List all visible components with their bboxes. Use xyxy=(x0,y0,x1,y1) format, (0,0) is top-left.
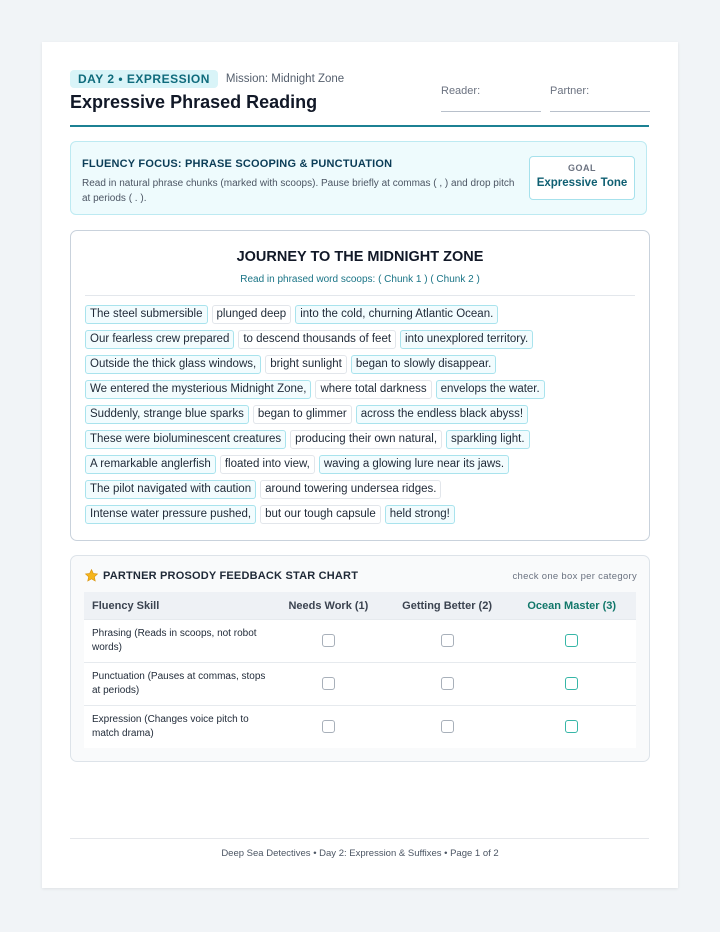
goal-card xyxy=(529,156,635,200)
rating-cell xyxy=(270,620,387,663)
phrase-chunk: We entered the mysterious Midnight Zone, xyxy=(85,380,311,399)
story-line xyxy=(85,305,549,324)
rating-cell xyxy=(270,706,387,749)
skill-label: Expression (Changes voice pitch to match drama) xyxy=(84,706,270,749)
column-header: Needs Work (1) xyxy=(270,592,387,620)
star-icon xyxy=(84,568,99,583)
phrase-chunk: Suddenly, strange blue sparks xyxy=(85,405,249,424)
day-badge: DAY 2 • EXPRESSION xyxy=(70,70,218,88)
story-line xyxy=(85,405,549,424)
getting-better-checkbox[interactable] xyxy=(441,634,454,647)
phrase-chunk: across the endless black abyss! xyxy=(356,405,528,424)
chart-instruction: check one box per category xyxy=(512,571,637,582)
rating-cell xyxy=(507,706,636,749)
story-divider xyxy=(85,295,635,296)
skill-label: Punctuation (Pauses at commas, stops at periods) xyxy=(84,663,270,706)
phrase-chunk: producing their own natural, xyxy=(290,430,442,449)
skills-table xyxy=(84,592,636,748)
phrase-chunk: Intense water pressure pushed, xyxy=(85,505,256,524)
phrase-chunk: to descend thousands of feet xyxy=(238,330,396,349)
focus-heading: FLUENCY FOCUS: PHRASE SCOOPING & PUNCTUATION xyxy=(82,158,393,170)
ocean-master-checkbox[interactable] xyxy=(565,720,578,733)
phrase-chunk: into the cold, churning Atlantic Ocean. xyxy=(295,305,498,324)
story-line xyxy=(85,480,549,499)
phrase-chunk: plunged deep xyxy=(212,305,292,324)
phrase-chunk: Our fearless crew prepared xyxy=(85,330,234,349)
focus-instructions: Read in natural phrase chunks (marked with scoops). Pause briefly at commas ( , ) and drop pitch at periods ( . ). xyxy=(82,178,515,204)
story-line xyxy=(85,380,549,399)
phrase-chunk: bright sunlight xyxy=(265,355,347,374)
fluency-focus-box xyxy=(70,141,647,215)
page-title: Expressive Phrased Reading xyxy=(70,92,318,112)
table-row xyxy=(84,663,636,706)
ocean-master-checkbox[interactable] xyxy=(565,634,578,647)
column-header: Getting Better (2) xyxy=(387,592,508,620)
mission-label: Mission: Midnight Zone xyxy=(225,73,345,85)
phrase-chunk: began to glimmer xyxy=(253,405,352,424)
needs-work-checkbox[interactable] xyxy=(322,634,335,647)
worksheet-page xyxy=(42,42,678,888)
header-divider xyxy=(70,125,649,127)
column-header: Ocean Master (3) xyxy=(507,592,636,620)
phrase-chunk: where total darkness xyxy=(315,380,431,399)
table-header-row xyxy=(84,592,636,620)
story-lines xyxy=(85,305,549,530)
partner-line xyxy=(550,97,650,112)
phrase-chunk: Outside the thick glass windows, xyxy=(85,355,261,374)
story-line xyxy=(85,330,549,349)
prosody-star-chart xyxy=(70,555,650,762)
getting-better-checkbox[interactable] xyxy=(441,677,454,690)
getting-better-checkbox[interactable] xyxy=(441,720,454,733)
story-line xyxy=(85,355,549,374)
chart-title: PARTNER PROSODY FEEDBACK STAR CHART xyxy=(103,569,359,582)
phrase-chunk: floated into view, xyxy=(220,455,315,474)
rating-cell xyxy=(387,706,508,749)
phrase-chunk: into unexplored territory. xyxy=(400,330,533,349)
story-subtitle: Read in phrased word scoops: ( Chunk 1 ) ( Chunk 2 ) xyxy=(240,274,480,285)
phrase-chunk: These were bioluminescent creatures xyxy=(85,430,286,449)
rating-cell xyxy=(387,663,508,706)
story-panel xyxy=(70,230,650,541)
goal-value: Expressive Tone xyxy=(536,177,628,189)
ocean-master-checkbox[interactable] xyxy=(565,677,578,690)
phrase-chunk: held strong! xyxy=(385,505,455,524)
rating-cell xyxy=(507,620,636,663)
phrase-chunk: around towering undersea ridges. xyxy=(260,480,441,499)
phrase-chunk: but our tough capsule xyxy=(260,505,381,524)
table-row xyxy=(84,706,636,749)
goal-label: GOAL xyxy=(568,163,596,173)
partner-field[interactable] xyxy=(550,85,650,118)
page-footer: Deep Sea Detectives • Day 2: Expression & Suffixes • Page 1 of 2 xyxy=(221,848,499,859)
phrase-chunk: sparkling light. xyxy=(446,430,530,449)
reader-line xyxy=(441,97,541,112)
story-line xyxy=(85,430,549,449)
footer-divider xyxy=(70,838,649,839)
partner-label: Partner: xyxy=(550,85,590,97)
header-meta xyxy=(70,70,344,88)
chart-heading xyxy=(84,568,358,583)
reader-field[interactable] xyxy=(441,85,541,118)
phrase-chunk: The steel submersible xyxy=(85,305,208,324)
phrase-chunk: began to slowly disappear. xyxy=(351,355,497,374)
rating-cell xyxy=(507,663,636,706)
rating-cell xyxy=(387,620,508,663)
needs-work-checkbox[interactable] xyxy=(322,677,335,690)
story-line xyxy=(85,505,549,524)
needs-work-checkbox[interactable] xyxy=(322,720,335,733)
story-line xyxy=(85,455,549,474)
phrase-chunk: envelops the water. xyxy=(436,380,545,399)
column-header: Fluency Skill xyxy=(84,592,270,620)
phrase-chunk: waving a glowing lure near its jaws. xyxy=(319,455,509,474)
story-title: JOURNEY TO THE MIDNIGHT ZONE xyxy=(236,249,484,265)
rating-cell xyxy=(270,663,387,706)
table-row xyxy=(84,620,636,663)
skill-label: Phrasing (Reads in scoops, not robot words) xyxy=(84,620,270,663)
reader-label: Reader: xyxy=(441,85,481,97)
phrase-chunk: The pilot navigated with caution xyxy=(85,480,256,499)
phrase-chunk: A remarkable anglerfish xyxy=(85,455,216,474)
